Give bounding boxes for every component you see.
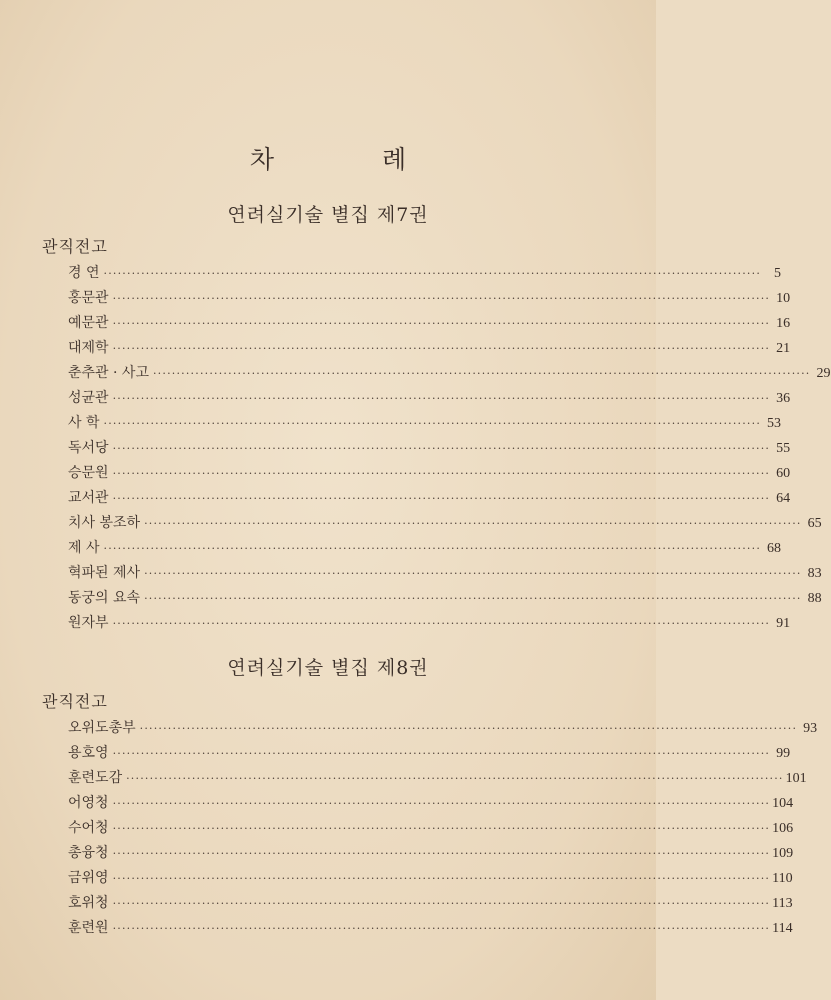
- toc-entry: [68, 537, 782, 562]
- toc-entry-title: 제 사: [68, 540, 100, 556]
- toc-entry-page-number: 60: [776, 466, 791, 481]
- dot-leader: ············································································································································: [112, 467, 771, 480]
- toc-entry-page-number: 10: [776, 291, 791, 306]
- toc-entry-page-number: 83: [807, 566, 822, 581]
- dot-leader: ············································································································································: [112, 897, 771, 910]
- toc-entry-title: 경 연: [68, 265, 100, 281]
- toc-entry-page-number: 88: [807, 591, 822, 606]
- dot-leader: ············································································································································: [112, 442, 771, 455]
- toc-entry-page-number: 65: [807, 516, 822, 531]
- toc-list: [68, 262, 831, 637]
- toc-entry-title: 용호영: [68, 745, 109, 761]
- toc-entry: [68, 892, 793, 917]
- dot-leader: ············································································································································: [152, 367, 811, 380]
- toc-entry: [68, 767, 807, 792]
- toc-entry: [68, 867, 793, 892]
- dot-leader: ············································································································································: [103, 542, 762, 555]
- dot-leader: ············································································································································: [112, 922, 771, 935]
- toc-entry: [68, 587, 822, 612]
- dot-leader: ············································································································································: [126, 772, 784, 785]
- toc-entry-page-number: 5: [774, 266, 782, 281]
- dot-leader: ············································································································································: [112, 747, 771, 760]
- toc-entry-title: 승문원: [68, 465, 109, 481]
- toc-entry-title: 오위도총부: [68, 720, 136, 736]
- toc-entry: [68, 842, 794, 867]
- dot-leader: ············································································································································: [112, 392, 771, 405]
- toc-entry: [68, 717, 818, 742]
- toc-entry-page-number: 104: [772, 796, 794, 811]
- toc-entry-title: 치사 봉조하: [68, 515, 141, 531]
- toc-entry-title: 훈련원: [68, 920, 109, 936]
- toc-entry-title: 수어청: [68, 820, 109, 836]
- toc-entry-title: 춘추관 · 사고: [68, 365, 149, 381]
- toc-entry-page-number: 110: [772, 871, 793, 886]
- toc-entry: [68, 312, 791, 337]
- toc-entry: [68, 387, 791, 412]
- toc-entry: [68, 512, 822, 537]
- toc-entry-page-number: 113: [772, 896, 793, 911]
- toc-entry-page-number: 93: [803, 721, 818, 736]
- toc-entry-page-number: 36: [776, 391, 791, 406]
- toc-entry: [68, 487, 791, 512]
- toc-entry: [68, 562, 822, 587]
- toc-entry-title: 훈련도감: [68, 770, 123, 786]
- dot-leader: ············································································································································: [144, 567, 802, 580]
- section-label: 관직전고: [42, 237, 108, 256]
- toc-entry-title: 총융청: [68, 845, 109, 861]
- toc-entry-title: 금위영: [68, 870, 109, 886]
- toc-entry: [68, 917, 793, 942]
- toc-entry-title: 혁파된 제사: [68, 565, 141, 581]
- toc-entry-title: 동궁의 요속: [68, 590, 141, 606]
- toc-entry-title: 교서관: [68, 490, 109, 506]
- toc-entry: [68, 362, 831, 387]
- dot-leader: ············································································································································: [112, 822, 771, 835]
- toc-entry-title: 대제학: [68, 340, 109, 356]
- dot-leader: ············································································································································: [144, 592, 802, 605]
- toc-entry-page-number: 53: [767, 416, 782, 431]
- toc-entry-title: 홍문관: [68, 290, 109, 306]
- dot-leader: ············································································································································: [112, 342, 771, 355]
- toc-entry-page-number: 16: [776, 316, 791, 331]
- section-label: 관직전고: [42, 692, 108, 711]
- toc-entry: [68, 742, 791, 767]
- dot-leader: ············································································································································: [112, 847, 771, 860]
- dot-leader: ············································································································································: [144, 517, 802, 530]
- dot-leader: ············································································································································: [112, 292, 771, 305]
- toc-entry-title: 예문관: [68, 315, 109, 331]
- toc-entry-page-number: 64: [776, 491, 791, 506]
- toc-entry: [68, 337, 791, 362]
- toc-entry-page-number: 106: [772, 821, 794, 836]
- toc-entry-page-number: 55: [776, 441, 791, 456]
- toc-entry-title: 어영청: [68, 795, 109, 811]
- page-title: 차 례: [249, 145, 457, 174]
- toc-entry: [68, 462, 791, 487]
- volume-heading: 연려실기술 별집 제7권: [227, 204, 429, 226]
- dot-leader: ············································································································································: [139, 722, 798, 735]
- toc-entry-page-number: 109: [772, 846, 794, 861]
- toc-list: [68, 717, 818, 942]
- dot-leader: ············································································································································: [112, 617, 771, 630]
- toc-entry-title: 원자부: [68, 615, 109, 631]
- dot-leader: ············································································································································: [103, 417, 762, 430]
- toc-entry-page-number: 91: [776, 616, 791, 631]
- volume-heading: 연려실기술 별집 제8권: [227, 657, 429, 679]
- toc-entry-title: 사 학: [68, 415, 100, 431]
- toc-entry-title: 독서당: [68, 440, 109, 456]
- toc-entry: [68, 262, 782, 287]
- toc-entry: [68, 817, 794, 842]
- toc-entry: [68, 287, 791, 312]
- toc-entry: [68, 412, 782, 437]
- dot-leader: ············································································································································: [103, 267, 762, 280]
- toc-entry-page-number: 68: [767, 541, 782, 556]
- dot-leader: ············································································································································: [112, 317, 771, 330]
- toc-entry-title: 성균관: [68, 390, 109, 406]
- toc-entry-page-number: 101: [785, 771, 807, 786]
- toc-entry: [68, 437, 791, 462]
- toc-entry-page-number: 29: [816, 366, 831, 381]
- toc-entry-page-number: 99: [776, 746, 791, 761]
- toc-entry: [68, 612, 791, 637]
- dot-leader: ············································································································································: [112, 492, 771, 505]
- toc-entry: [68, 792, 794, 817]
- toc-entry-page-number: 114: [772, 921, 793, 936]
- toc-entry-title: 호위청: [68, 895, 109, 911]
- dot-leader: ············································································································································: [112, 797, 771, 810]
- dot-leader: ············································································································································: [112, 872, 771, 885]
- toc-entry-page-number: 21: [776, 341, 791, 356]
